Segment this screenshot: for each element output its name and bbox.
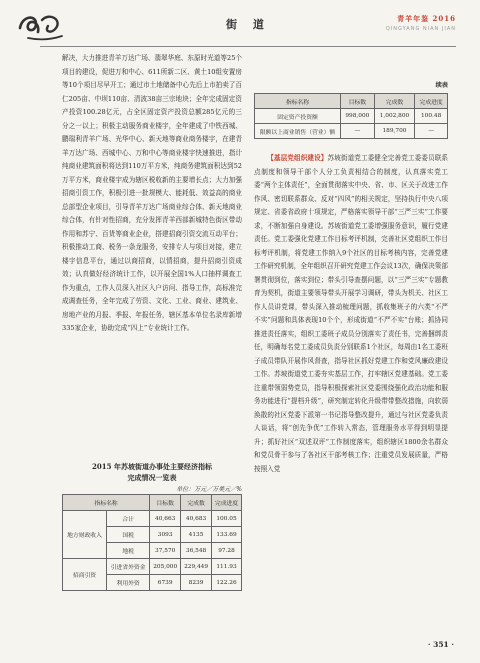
page-header (0, 0, 480, 48)
col-header-progress: 完成进度 (415, 94, 448, 109)
row-label: 地税 (107, 543, 150, 559)
cell-progress: 97.28 (212, 543, 242, 559)
row-label: 引进省外资金 (107, 559, 150, 575)
cell-progress: 122.26 (212, 575, 242, 591)
continued-table (254, 93, 448, 139)
col-header-target: 目标数 (150, 495, 181, 511)
cell-done: 229,449 (181, 559, 212, 575)
cell-target: 3093 (150, 527, 181, 543)
row-label: 固定资产投资额 (255, 109, 341, 124)
cell-progress: 100.05 (212, 511, 242, 527)
cell-target: 6739 (150, 575, 181, 591)
yearbook-logo-icon (14, 10, 68, 44)
cell-done: 1,002,800 (374, 109, 415, 124)
cell-done: 8239 (181, 575, 212, 591)
cell-progress: 100.48 (415, 109, 448, 124)
table-header-row (255, 94, 448, 109)
yearbook-pinyin: QINGYANG NIAN JIAN (385, 26, 456, 32)
cell-target: 998,000 (341, 109, 375, 124)
cell-target: 40,663 (150, 511, 181, 527)
group-label-investment: 招商引资 (63, 559, 107, 591)
table-header-row (63, 495, 242, 511)
yearbook-label (386, 14, 456, 32)
right-column-paragraph (254, 152, 448, 476)
col-header-done: 完成数 (181, 495, 212, 511)
col-header-done: 完成数 (374, 94, 415, 109)
col-header-indicator: 指标名称 (63, 495, 150, 511)
row-label: 国税 (107, 527, 150, 543)
section-tag: 【基层党组织建设】 (267, 154, 328, 162)
cell-done: 189,700 (374, 124, 415, 139)
page-number: · 351 · (427, 640, 454, 649)
row-label: 限额以上商业销售（营业）额 (255, 124, 341, 139)
col-header-progress: 完成进度 (212, 495, 242, 511)
row-label: 合计 (107, 511, 150, 527)
cell-done: 36,548 (181, 543, 212, 559)
table-title-line2: 完成情况一览表 (127, 473, 177, 482)
cell-done: 40,683 (181, 511, 212, 527)
continued-label: 续表 (435, 82, 448, 89)
cell-target: 205,000 (150, 559, 181, 575)
col-header-target: 目标数 (341, 94, 375, 109)
cell-progress: 111.93 (212, 559, 242, 575)
table-row (63, 559, 242, 575)
table-unit: 单位：万元／万美元／% (176, 486, 242, 493)
table-row (255, 124, 448, 139)
section-title: 街 道 (226, 18, 270, 31)
left-column (62, 52, 242, 336)
economic-indicators-table (62, 494, 242, 591)
right-column-text: 苏坡街道党工委健全完善党工委委员联系点制度和领导干部个人分工负责相结合的制度，认真落实党工委“两个主体责任”，全面贯彻落实中央、省、市、区关于改进工作作风、密切联系群众、反对“四风”的相关规定，坚持执行中央八项规定、省委省政府十项规定，严格落实领导干部“三严三实”工作要求，不断加强自身建设。苏坡街道党工委增强服务意识，履行党建责任。党工委强化党建工作目标考评机制，完善社区党组织工作目标考评机制，将党建工作纳入9个社区的目标考核内容，完善党建工作研究机制，全年组织召开研究党建工作会议13次，确保决策部署贯彻到位，落实到位；带头引导查摆问题，以“三严三实”专题教育为契机，街道主要领导带头开展学习调研，带头为机关、社区工作人员讲党课，带头深入推动梳理问题，抓收集班子的六类“不严不实”问题和具体表现10个个，形成街道“不严不实”台账；抓协同推进责任落实，组织工委班子成员分别落实了责任书，完善捆绑责任，明确每名党工委成员负责分别联系1个社区，每周由1名工委班子成员带队开展作风督查，指导社区抓好党建工作和党风廉政建设工作。苏坡街道党工委夯实基层工作，打牢辖区党建基础。党工委注重带领弱势党员，指导积极探索社区党委围绕强化政治功能和服务功能进行“提档升级”，研究制定转化升级带带整改措施，向软弱涣散的社区党委下派第一书记指导整改提升，通过与社区党委负责人谈话，将“创先争优”工作转入常态，管理服务水平得到明显提升；抓好社区“双述双评”工作制度落实，组织辖区1800余名群众和党员骨干参与了各社区干部考核工作；注重党员发展质量，严格按照入党 (254, 154, 449, 473)
cell-progress: — (415, 124, 448, 139)
table-row (255, 109, 448, 124)
group-label-revenue: 地方财政收入 (63, 511, 107, 559)
cell-target: — (341, 124, 375, 139)
cell-progress: 133.69 (212, 527, 242, 543)
table-title-line1: 2015 年苏坡街道办事处主要经济指标 (92, 462, 212, 471)
left-column-paragraph: 解决，大力推进青羊万达广场、翡翠华庭、东原时光道等25个项目的建设，促进万和中心、611所新二区、黄土10组安置房等10个项目尽早开工；通过市土地储备中心先后上市拍卖了百仁205亩、中坝110亩、清波38亩三宗地块；全年完成固定资产投资100.28亿元，占全区固定资产投资总额285亿元的三分之一以上；积极主动服务商业楼宇，全年建成了中铁西城、鹏瑞利青羊广场、光华中心、新天地等商业商务楼宇，在建青羊万达广场、西城中心、万和中心等商业楼宇快速推进，指计纯商业建筑面积将达到110万平方米，纯商务建筑面积达到52万平方米，商业楼宇成为辖区税收新的主要增长点；大力加强招商引资工作，积极引进一批规模大、能耗低、效益高的商业总部型企业项目，引导青羊万达广场商业综合体、新天地商业综合体，有针对性招商，充分发挥青羊西部新城特色街区带动作用和苏宁、百货等商业企业，搭建招商引资交流互动平台；积极推动工商、税务一条龙服务，安排专人与项目对接，建立楼宇信息平台，通过以商招商，以情招商，提升招商引资成效；认真做好经济统计工作，以开展全国1%人口抽样调查工作为重点，工作人员深入社区入户访问、指导工作，高标准完成调查任务，全年完成了劳资、文化、工业、商业、建筑业、房地产业的月报、季报、年报任务，辖区基本单位名录库新增335家企业，协助完成“四上”专业统计工作。 (62, 54, 242, 332)
right-column (254, 152, 448, 476)
yearbook-name: 青羊年鉴 2016 (397, 14, 456, 23)
row-label: 利用外资 (107, 575, 150, 591)
cell-target: 37,570 (150, 543, 181, 559)
header-divider (40, 46, 456, 47)
col-header-indicator: 指标名称 (255, 94, 341, 109)
table-row (63, 511, 242, 527)
cell-done: 4135 (181, 527, 212, 543)
